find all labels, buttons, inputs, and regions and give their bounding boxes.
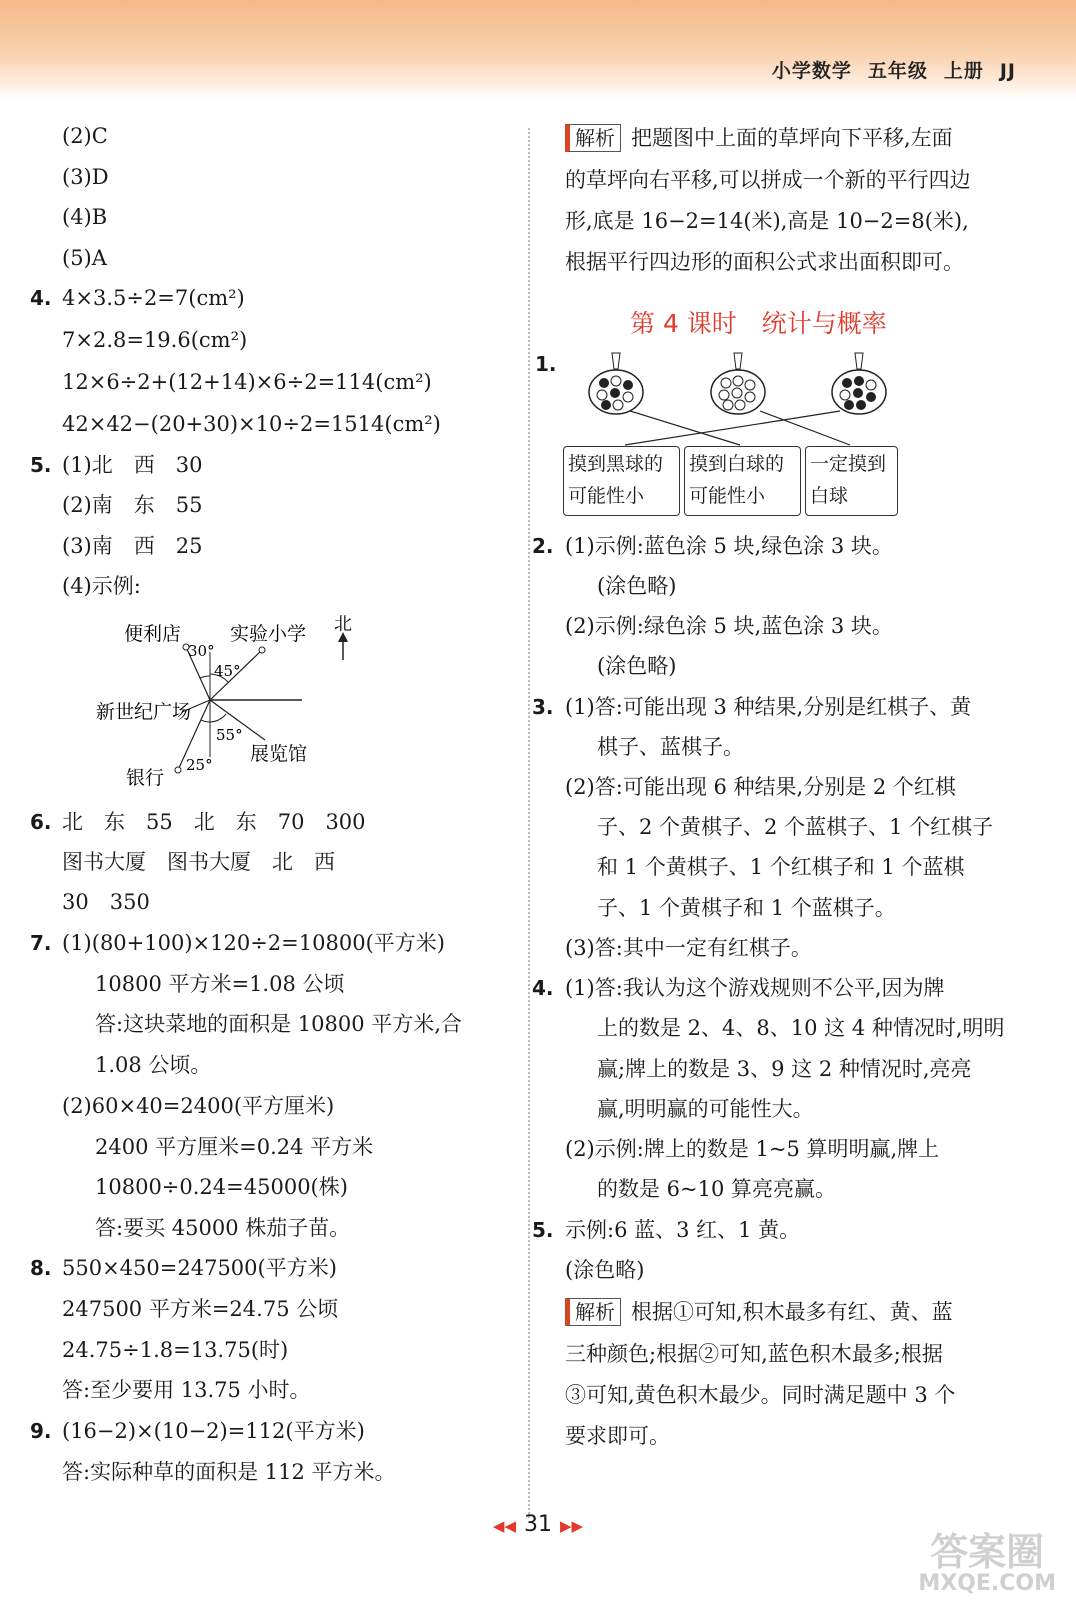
- q3-line-5: (5)A: [62, 246, 107, 270]
- result-box-2: [684, 446, 801, 516]
- compass-store-label: 便利店: [124, 623, 182, 645]
- r-q3-line-2: 棋子、蓝棋子。: [597, 735, 744, 759]
- r-q4-line-2: 上的数是 2、4、8、10 这 4 种情况时,明明: [597, 1016, 1005, 1040]
- bag-2-icon: [711, 353, 765, 414]
- analysis2-line-1: [565, 1298, 953, 1326]
- q5-line-1: (1)北 西 30: [62, 453, 203, 477]
- r-q2-line-2: (涂色略): [597, 574, 677, 598]
- r-q3-number: 3.: [532, 695, 554, 719]
- q4-number: 4.: [30, 286, 52, 310]
- section-title: 第 4 课时 统计与概率: [630, 309, 887, 338]
- compass-angle-30: 30°: [188, 642, 215, 660]
- result-box-1-line-1: 摸到黑球的: [568, 453, 664, 475]
- q9-number: 9.: [30, 1419, 52, 1443]
- r-q4-number: 4.: [532, 976, 554, 1000]
- r-q4-line-3: 赢;牌上的数是 3、9 这 2 种情况时,亮亮: [597, 1057, 972, 1081]
- q7-line-3: 答:这块菜地的面积是 10800 平方米,合: [95, 1012, 462, 1036]
- compass-plaza-label: 新世纪广场: [96, 701, 192, 723]
- q5-line-3: (3)南 西 25: [62, 534, 203, 558]
- q8-line-1: 550×450=247500(平方米): [62, 1256, 337, 1280]
- q4-line-3: 12×6÷2+(12+14)×6÷2=114(cm²): [62, 370, 432, 394]
- q7-line-6: 2400 平方厘米=0.24 平方米: [95, 1135, 374, 1159]
- analysis2-line-4: 要求即可。: [565, 1424, 670, 1448]
- compass-angle-25: 25°: [186, 756, 213, 774]
- q7-line-4: 1.08 公顷。: [95, 1053, 212, 1077]
- header-band: [0, 0, 1076, 100]
- r-q4-line-6: 的数是 6~10 算亮亮赢。: [597, 1177, 837, 1201]
- q5-number: 5.: [30, 453, 52, 477]
- analysis1-line-4: 根据平行四边形的面积公式求出面积即可。: [565, 250, 964, 274]
- q3-line-3: (3)D: [62, 165, 109, 189]
- r-q3-line-7: (3)答:其中一定有红棋子。: [565, 936, 812, 960]
- analysis2-line-3: ③可知,黄色积木最少。同时满足题中 3 个: [565, 1383, 956, 1407]
- q7-line-7: 10800÷0.24=45000(株): [95, 1175, 348, 1199]
- next-arrows-icon: ▶▶: [560, 1517, 584, 1535]
- result-box-3: [805, 446, 898, 516]
- page-footer: [0, 1512, 1076, 1537]
- q3-line-4: (4)B: [62, 205, 108, 229]
- watermark-line-2: MXQE.COM: [918, 1571, 1056, 1596]
- r-q5-number: 5.: [532, 1218, 554, 1242]
- analysis2-text-1: 根据①可知,积木最多有红、黄、蓝: [631, 1300, 953, 1324]
- q9-line-1: (16−2)×(10−2)=112(平方米): [62, 1419, 365, 1443]
- q3-line-2: (2)C: [62, 124, 108, 148]
- bag-3-icon: [832, 353, 886, 414]
- r-q5-line-1: 示例:6 蓝、3 红、1 黄。: [565, 1218, 801, 1242]
- result-box-3-line-1: 一定摸到: [810, 453, 887, 475]
- grade-label: 五年级: [867, 60, 928, 82]
- column-divider: [528, 128, 530, 1518]
- result-box-1: [563, 446, 680, 516]
- result-box-2-line-2: 可能性小: [689, 485, 766, 507]
- page-number: 31: [524, 1512, 552, 1537]
- r-q3-line-4: 子、2 个黄棋子、2 个蓝棋子、1 个红棋子: [597, 815, 994, 839]
- compass-diagram: [90, 612, 390, 802]
- r-q2-line-3: (2)示例:绿色涂 5 块,蓝色涂 3 块。: [565, 614, 893, 638]
- header-title: [756, 56, 1016, 83]
- r-q1-number: 1.: [535, 352, 557, 376]
- analysis1-tag: 解析: [565, 124, 621, 152]
- q6-number: 6.: [30, 810, 52, 834]
- r-q5-line-2: (涂色略): [565, 1258, 645, 1282]
- q7-line-1: (1)(80+100)×120÷2=10800(平方米): [62, 931, 445, 955]
- r-q3-line-1: (1)答:可能出现 3 种结果,分别是红棋子、黄: [565, 695, 972, 719]
- q5-line-2: (2)南 东 55: [62, 493, 203, 517]
- q4-line-1: 4×3.5÷2=7(cm²): [62, 286, 245, 310]
- r-q2-line-1: (1)示例:蓝色涂 5 块,绿色涂 3 块。: [565, 534, 893, 558]
- compass-north-label: 北: [334, 614, 352, 635]
- q4-line-2: 7×2.8=19.6(cm²): [62, 328, 248, 352]
- r-q2-number: 2.: [532, 534, 554, 558]
- r-q4-line-4: 赢,明明赢的可能性大。: [597, 1097, 814, 1121]
- q7-line-2: 10800 平方米=1.08 公顷: [95, 972, 345, 996]
- analysis1-line-1: [565, 124, 953, 152]
- q5-line-4: (4)示例:: [62, 574, 141, 598]
- r-q3-line-6: 子、1 个黄棋子和 1 个蓝棋子。: [597, 896, 896, 920]
- q8-number: 8.: [30, 1256, 52, 1280]
- ball-bags-diagram: [560, 345, 910, 450]
- compass-angle-55: 55°: [216, 726, 243, 744]
- result-box-3-line-2: 白球: [810, 485, 849, 507]
- q4-line-4: 42×42−(20+30)×10÷2=1514(cm²): [62, 412, 441, 436]
- watermark-line-1: 答案圈: [930, 1530, 1045, 1574]
- compass-angle-45: 45°: [214, 662, 241, 680]
- r-q4-line-5: (2)示例:牌上的数是 1~5 算明明赢,牌上: [565, 1137, 940, 1161]
- subject-label: 小学数学: [771, 60, 852, 82]
- q7-line-5: (2)60×40=2400(平方厘米): [62, 1094, 335, 1118]
- q6-line-3: 30 350: [62, 890, 150, 914]
- analysis1-text-1: 把题图中上面的草坪向下平移,左面: [631, 126, 953, 150]
- r-q3-line-3: (2)答:可能出现 6 种结果,分别是 2 个红棋: [565, 775, 956, 799]
- q9-line-2: 答:实际种草的面积是 112 平方米。: [62, 1460, 396, 1484]
- bag-1-icon: [589, 353, 643, 414]
- result-box-2-line-1: 摸到白球的: [689, 453, 785, 475]
- volume-label: 上册: [943, 60, 984, 82]
- q7-line-8: 答:要买 45000 株茄子苗。: [95, 1216, 351, 1240]
- q8-line-3: 24.75÷1.8=13.75(时): [62, 1338, 289, 1362]
- watermark-logo: [918, 1532, 1056, 1596]
- q6-line-2: 图书大厦 图书大厦 北 西: [62, 850, 335, 874]
- q7-number: 7.: [30, 931, 52, 955]
- result-box-1-line-2: 可能性小: [568, 485, 645, 507]
- r-q2-line-4: (涂色略): [597, 654, 677, 678]
- compass-museum-label: 展览馆: [250, 743, 308, 765]
- analysis1-line-2: 的草坪向右平移,可以拼成一个新的平行四边: [565, 168, 971, 192]
- analysis1-line-3: 形,底是 16−2=14(米),高是 10−2=8(米),: [565, 209, 969, 233]
- r-q3-line-5: 和 1 个黄棋子、1 个红棋子和 1 个蓝棋: [597, 855, 965, 879]
- q8-line-2: 247500 平方米=24.75 公顷: [62, 1297, 339, 1321]
- prev-arrows-icon: ◀◀: [492, 1517, 516, 1535]
- edition-label: JJ: [999, 60, 1016, 82]
- q8-line-4: 答:至少要用 13.75 小时。: [62, 1378, 311, 1402]
- analysis2-line-2: 三种颜色;根据②可知,蓝色积木最多;根据: [565, 1342, 943, 1366]
- analysis2-tag: 解析: [565, 1298, 621, 1326]
- compass-school-label: 实验小学: [230, 623, 307, 645]
- r-q4-line-1: (1)答:我认为这个游戏规则不公平,因为牌: [565, 976, 945, 1000]
- q6-line-1: 北 东 55 北 东 70 300: [62, 810, 366, 834]
- compass-bank-label: 银行: [126, 767, 165, 789]
